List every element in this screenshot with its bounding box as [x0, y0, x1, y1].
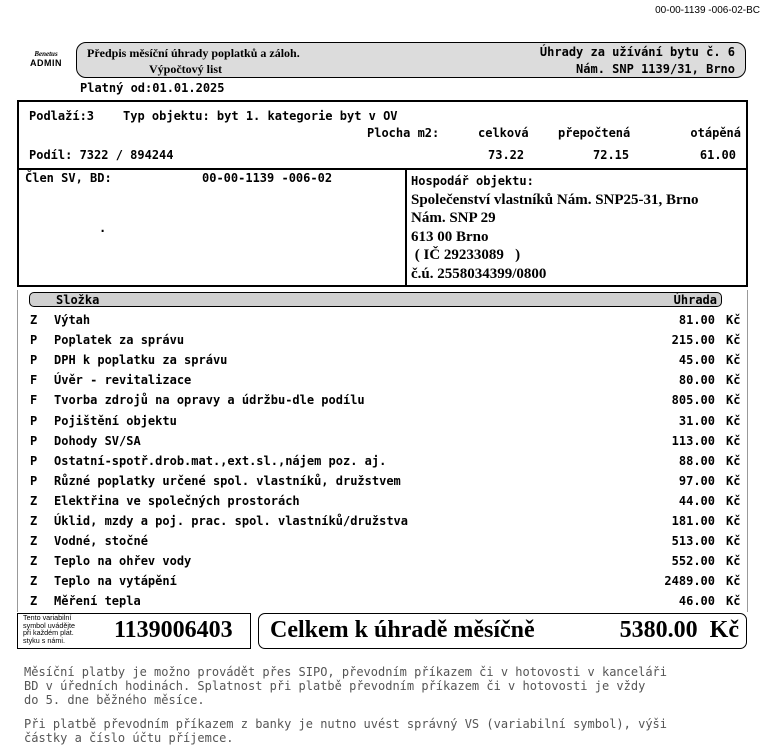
table-row — [17, 454, 748, 474]
item-amount: 215.00 — [671, 333, 715, 348]
area-col-total: celková — [478, 126, 529, 140]
item-type-code: Z — [30, 493, 38, 508]
item-name: Pojištění objektu — [54, 413, 177, 428]
logo-script-text: Benetus — [34, 50, 58, 58]
item-currency: Kč — [726, 353, 741, 368]
item-type-code: F — [30, 393, 38, 408]
item-name: Různé poplatky určené spol. vlastníků, družstvem — [54, 473, 401, 488]
item-name: Výtah — [54, 313, 91, 327]
item-amount: 45.00 — [678, 353, 715, 368]
item-name: Tvorba zdrojů na opravy a údržbu-dle podílu — [54, 393, 365, 408]
table-row — [17, 514, 748, 534]
document-header — [76, 42, 746, 78]
item-currency: Kč — [726, 534, 741, 549]
variable-symbol-box — [17, 613, 251, 649]
item-type-code: P — [30, 433, 38, 448]
item-amount: 2489.00 — [664, 574, 715, 589]
owner-account: č.ú. 2558034399/0800 — [411, 265, 547, 282]
item-amount: 80.00 — [678, 373, 715, 388]
header-subtitle: Výpočtový list — [149, 62, 222, 76]
item-currency: Kč — [726, 493, 741, 508]
table-row — [17, 474, 748, 494]
item-currency: Kč — [726, 413, 741, 428]
item-amount: 31.00 — [678, 413, 715, 428]
divider — [405, 168, 407, 285]
variable-symbol-number: 1139006403 — [114, 617, 233, 643]
company-logo — [24, 50, 68, 68]
item-type-code: Z — [30, 514, 38, 528]
area-col-heated: otápěná — [690, 126, 741, 140]
item-amount: 44.00 — [678, 493, 715, 508]
header-unit: Úhrady za užívání bytu č. 6 — [539, 45, 735, 59]
item-type-code: Z — [30, 313, 38, 327]
item-amount: 513.00 — [671, 534, 715, 549]
member-id: 00-00-1139 -006-02 — [202, 171, 333, 185]
item-type-code: P — [30, 473, 38, 488]
area-heated-value: 61.00 — [699, 148, 736, 162]
table-row — [17, 353, 748, 373]
table-row — [17, 594, 748, 614]
item-currency: Kč — [726, 313, 741, 327]
area-converted-value: 72.15 — [593, 148, 630, 162]
item-type-code: P — [30, 413, 38, 428]
item-type-code: Z — [30, 594, 38, 609]
item-name: Úvěr - revitalizace — [54, 373, 192, 388]
item-amount: 46.00 — [678, 594, 715, 609]
table-row — [17, 434, 748, 454]
item-currency: Kč — [726, 393, 741, 408]
table-row — [17, 393, 748, 413]
item-name: Vodné, stočné — [54, 534, 148, 549]
member-dot: . — [99, 221, 107, 235]
total-box — [258, 613, 747, 649]
item-type-code: Z — [30, 534, 38, 549]
column-item-header: Složka — [56, 293, 100, 307]
item-currency: Kč — [726, 514, 741, 528]
item-type-code: P — [30, 353, 38, 368]
owner-ico: ( IČ 29233089 ) — [411, 247, 521, 263]
table-row — [17, 554, 748, 574]
item-currency: Kč — [726, 433, 741, 448]
item-amount: 113.00 — [671, 433, 715, 448]
item-currency: Kč — [726, 473, 741, 488]
item-type-code: F — [30, 373, 38, 388]
item-name: Úklid, mzdy a poj. prac. spol. vlastníků/družstva — [54, 514, 409, 528]
item-currency: Kč — [726, 373, 741, 388]
item-amount: 181.00 — [671, 514, 715, 528]
item-amount: 81.00 — [678, 313, 715, 327]
item-type-code: Z — [30, 554, 38, 569]
item-name: Elektřina ve společných prostorách — [54, 493, 300, 508]
items-table-header — [29, 292, 722, 307]
column-amount-header: Úhrada — [673, 293, 717, 307]
header-title: Předpis měsíční úhrady poplatků a záloh. — [87, 46, 300, 60]
item-amount: 805.00 — [671, 393, 715, 408]
area-label: Plocha m2: — [367, 126, 440, 140]
item-type-code: P — [30, 333, 38, 348]
item-currency: Kč — [726, 554, 741, 569]
item-amount: 97.00 — [678, 473, 715, 488]
item-currency: Kč — [726, 574, 741, 589]
item-currency: Kč — [726, 333, 741, 348]
item-name: Teplo na ohřev vody — [54, 554, 192, 569]
item-name: Dohody SV/SA — [54, 433, 141, 448]
total-amount: 5380.00 Kč — [619, 617, 739, 643]
item-name: Ostatní-spotř.drob.mat.,ext.sl.,nájem poz. aj. — [54, 453, 387, 468]
item-type-code: P — [30, 453, 38, 468]
share-label: Podíl: 7322 / 894244 — [29, 148, 174, 162]
owner-city: 613 00 Brno — [411, 228, 489, 245]
validity-date: Platný od:01.01.2025 — [80, 81, 225, 95]
payment-info-paragraph: Měsíční platby je možno provádět přes SIPO, převodním příkazem či v hotovosti v kanceláři BD v úředních hodinách. Splatnost při platbě převodním příkazem či v hotovosti je vždy do 5. dne běžného měsíce. — [24, 665, 667, 707]
logo-brand-text: ADMIN — [30, 58, 62, 68]
table-row — [17, 534, 748, 554]
table-row — [17, 313, 748, 333]
object-type: Typ objektu: byt 1. kategorie byt v OV — [123, 109, 398, 123]
item-currency: Kč — [726, 453, 741, 468]
item-name: Teplo na vytápění — [54, 574, 177, 589]
member-label: Člen SV, BD: — [25, 171, 112, 185]
owner-name: Společenství vlastníků Nám. SNP25-31, Brno — [411, 191, 699, 208]
item-name: Poplatek za správu — [54, 333, 185, 348]
owner-street: Nám. SNP 29 — [411, 210, 496, 226]
owner-block — [411, 172, 699, 283]
document-id: 00-00-1139 -006-02-BC — [655, 5, 760, 16]
variable-symbol-note: Tento variabilní symbol uvádějte při každém plat. styku s námi. — [23, 613, 75, 645]
table-row — [17, 574, 748, 594]
item-name: DPH k poplatku za správu — [54, 353, 228, 368]
item-type-code: Z — [30, 574, 38, 589]
table-row — [17, 414, 748, 434]
transfer-info-paragraph: Při platbě převodním příkazem z banky je nutno uvést správný VS (variabilní symbol), výši částky a číslo účtu příjemce. — [24, 717, 667, 745]
area-col-converted: přepočtená — [558, 126, 631, 140]
item-amount: 88.00 — [678, 453, 715, 468]
total-label: Celkem k úhradě měsíčně — [270, 617, 535, 643]
owner-label: Hospodář objektu: — [411, 174, 534, 188]
area-total-value: 73.22 — [488, 148, 525, 162]
item-amount: 552.00 — [671, 554, 715, 569]
floor-label: Podlaží:3 — [29, 109, 95, 123]
table-row — [17, 333, 748, 353]
unit-info-box — [17, 100, 748, 287]
item-currency: Kč — [726, 594, 741, 609]
table-row — [17, 494, 748, 514]
divider — [19, 168, 746, 170]
header-address: Nám. SNP 1139/31, Brno — [576, 62, 735, 76]
item-name: Měření tepla — [54, 594, 141, 609]
table-row — [17, 373, 748, 393]
